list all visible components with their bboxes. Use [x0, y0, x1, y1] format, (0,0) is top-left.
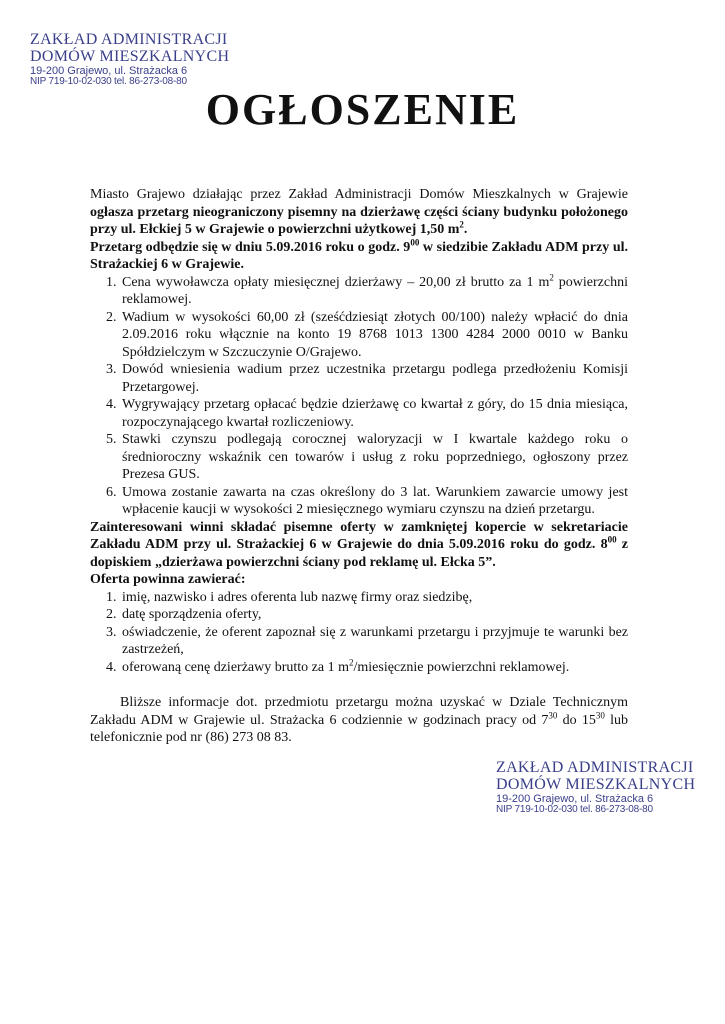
offers-text: Zainteresowani winni składać pisemne oferty w zamkniętej kopercie w sekretariacie Zakładu ADM przy ul. Strażackiej 6 w Grajewie do dnia 5.09.2016 roku do godz. 8 — [90, 519, 628, 552]
list-item — [120, 361, 628, 396]
intro-end: . — [463, 222, 468, 237]
conditions-list — [90, 271, 628, 519]
offer-contents-heading: Oferta powinna zawierać: — [90, 572, 246, 587]
stamp-line-3: 19-200 Grajewo, ul. Strażacka 6 — [30, 64, 188, 77]
condition-6-text: Umowa zostanie zawarta na czas określony do 3 lat. Warunkiem zawarcie umowy jest wpłacenie kaucji w wysokości 2 miesięcznego wymiaru czynszu na dzień przetargu. — [122, 484, 628, 517]
list-item — [120, 309, 628, 362]
stamp-line-2: DOMÓW MIESZKALNYCH — [30, 47, 230, 65]
list-item — [120, 589, 628, 607]
condition-4-text: Wygrywający przetarg opłacać będzie dzierżawę co kwartał z góry, do 15 dnia miesiąca, rozpoczynającego kwartał rozliczeniowy. — [122, 397, 628, 430]
list-item — [120, 624, 628, 659]
list-item — [120, 396, 628, 431]
condition-3-text: Dowód wniesienia wadium przez uczestnika przetargu podlega przedłożeniu Komisji Przetargowej. — [122, 362, 628, 395]
offer-item-3-text: oświadczenie, że oferent zapoznał się z warunkami przetargu i przyjmuje te warunki bez zastrzeżeń, — [122, 624, 628, 657]
condition-1-superscript: 2 — [549, 271, 554, 282]
stamp-line-1: ZAKŁAD ADMINISTRACJI — [496, 759, 694, 776]
offer-contents-list — [90, 589, 628, 677]
page-title: OGŁOSZENIE — [205, 85, 520, 134]
info-hour-end-superscript: 30 — [595, 709, 605, 720]
info-phone-text: lub telefonicznie pod nr (86) 273 08 83. — [90, 712, 629, 745]
intro-text: Miasto Grajewo działając przez Zakład Administracji Domów Mieszkalnych w Grajewie — [90, 187, 628, 202]
offers-paragraph — [90, 519, 628, 572]
offer-item-4-text: oferowaną cenę dzierżawy brutto za 1 m — [122, 659, 349, 675]
offer-item-4-text-end: /miesięcznie powierzchni reklamowej. — [353, 659, 570, 675]
stamp-line-4: NIP 719-10-02-030 tel. 86-273-08-80 — [30, 76, 187, 88]
info-text: Bliższe informacje dot. przedmiotu przetargu można uzyskać w Dziale Technicznym Zakładu ADM w Grajewie ul. Strażacka 6 codziennie w godzinach pracy od 7 — [90, 695, 628, 728]
info-hour-start-superscript: 30 — [548, 709, 558, 720]
offers-hour-superscript: 00 — [607, 534, 617, 545]
intro-bold-text: ogłasza przetarg nieograniczony pisemny na dzierżawę części ściany budynku położonego przy ul. Ełckiej 5 w Grajewie o powierzchni użytkowej 1,50 m — [90, 204, 628, 237]
stamp-line-4: NIP 719-10-02-030 tel. 86-273-08-80 — [496, 804, 653, 816]
tender-place-text: w siedzibie Zakładu ADM przy ul. Strażackiej 6 w Grajewie. — [90, 239, 628, 272]
announcement-body — [90, 186, 628, 747]
stamp-line-3: 19-200 Grajewo, ul. Strażacka 6 — [496, 792, 654, 805]
condition-2-text: Wadium w wysokości 60,00 zł (sześćdziesiąt złotych 00/100) należy wpłacić do dnia 2.09.2016 roku włącznie na konto 19 8768 1013 1300 4284 2000 0010 w Banku Spółdzielczym w Szczuczynie O/Grajewo. — [122, 309, 628, 360]
condition-5-text: Stawki czynszu podlegają corocznej waloryzacji w I kwartale każdego roku o średnioroczny wskaźnik cen towarów i usług z roku poprzedniego, ogłoszony przez Prezesa GUS. — [122, 432, 628, 482]
stamp-line-2: DOMÓW MIESZKALNYCH — [496, 775, 696, 793]
offer-item-4-superscript: 2 — [349, 656, 354, 667]
info-paragraph — [90, 694, 628, 747]
tender-date-text: Przetarg odbędzie się w dniu 5.09.2016 roku o godz. 9 — [90, 239, 411, 255]
list-item — [120, 431, 628, 484]
list-item — [120, 656, 628, 677]
tender-hour-superscript: 00 — [410, 236, 420, 247]
list-item — [120, 271, 628, 309]
condition-1-text-end: powierzchni reklamowej. — [122, 274, 628, 307]
office-stamp-bottom — [496, 760, 695, 816]
offers-note-text: z dopiskiem „dzierżawa powierzchni ściany pod reklamę ul. Ełcka 5”. — [90, 537, 629, 570]
intro-superscript: 2 — [459, 219, 464, 230]
condition-1-text: Cena wywoławcza opłaty miesięcznej dzierżawy – 20,00 zł brutto za 1 m — [122, 274, 550, 290]
offer-item-1-text: imię, nazwisko i adres oferenta lub nazwę firmy oraz siedzibę, — [122, 589, 473, 605]
list-item — [120, 606, 628, 624]
offer-item-2-text: datę sporządzenia oferty, — [122, 607, 262, 622]
office-stamp-top — [30, 32, 229, 88]
stamp-line-1: ZAKŁAD ADMINISTRACJI — [30, 31, 228, 48]
info-text-mid: do 15 — [557, 712, 596, 728]
list-item — [120, 484, 628, 519]
tender-date-paragraph — [90, 236, 628, 274]
intro-paragraph — [90, 186, 628, 239]
